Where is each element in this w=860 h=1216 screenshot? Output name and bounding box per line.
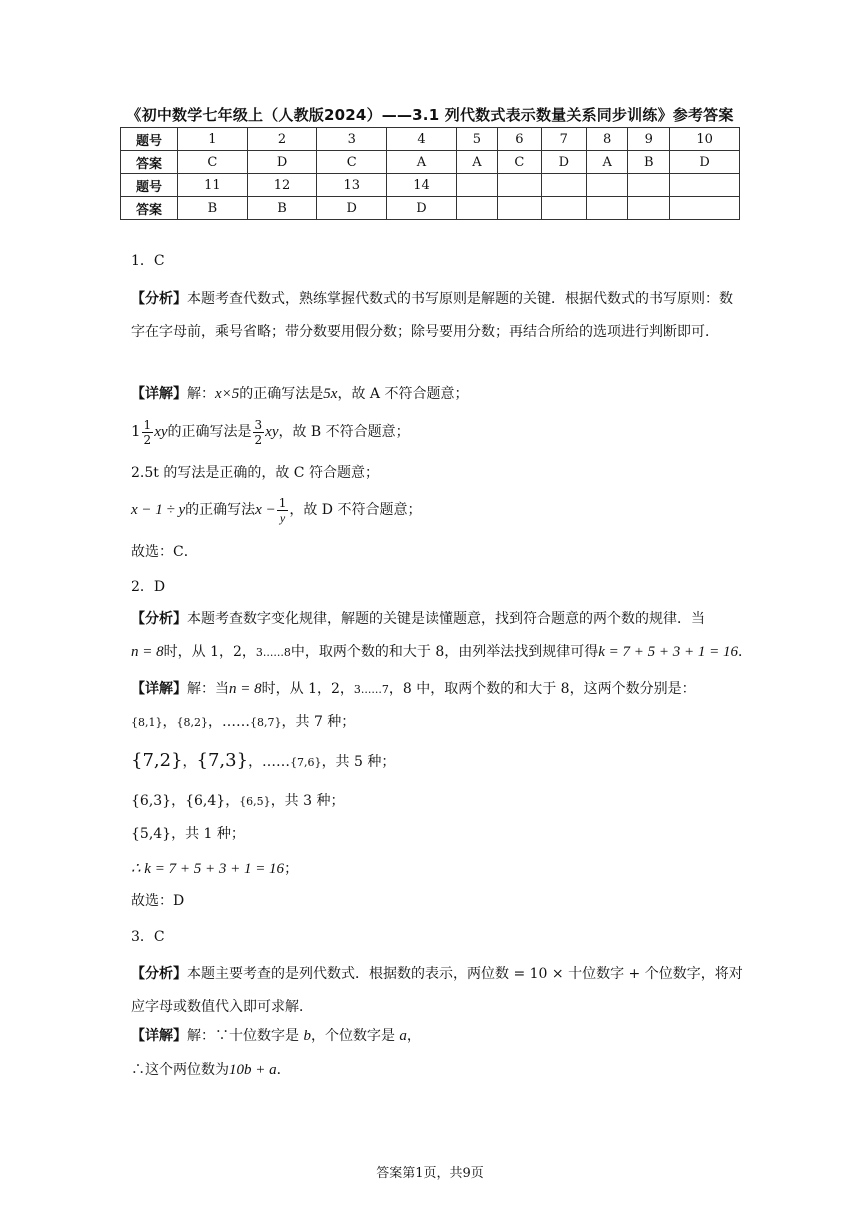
table-row-answers-2 <box>121 197 740 220</box>
text: ，共 7 种； <box>281 714 356 730</box>
table-cell <box>498 197 542 220</box>
table-row-questions-1 <box>121 128 740 151</box>
table-cell: 2 <box>247 128 317 151</box>
math-expr: 10b + a <box>229 1062 277 1078</box>
text: ，共 3 种； <box>270 793 345 809</box>
question-label: 题号 <box>121 174 178 197</box>
text: ，故 D 不符合题意； <box>289 502 422 518</box>
math-var: a <box>399 1028 407 1044</box>
math-set: {7,2} <box>131 750 183 771</box>
answer-label: 答案 <box>121 151 178 174</box>
table-cell: A <box>387 151 457 174</box>
table-cell <box>498 174 542 197</box>
table-cell: 1 <box>178 128 248 151</box>
q1-detail-c: 2.5t 的写法是正确的，故 C 符合题意； <box>131 465 379 481</box>
table-cell: C <box>317 151 387 174</box>
math-set: {8,7} <box>250 716 282 729</box>
text: 的正确写法是 <box>167 424 252 440</box>
math-expr: x×5 <box>215 386 240 402</box>
question-label: 题号 <box>121 128 178 151</box>
q2-set-line-4 <box>131 824 245 844</box>
text: ； <box>284 861 299 877</box>
math-var: b <box>303 1028 311 1044</box>
math-expr: 5x <box>323 386 338 402</box>
text: 时，从 1，2， <box>163 644 256 660</box>
table-cell: D <box>541 151 586 174</box>
text: ∴这个两位数为 <box>131 1062 229 1078</box>
table-cell: D <box>247 151 317 174</box>
text: 时，从 1，2， <box>261 681 354 697</box>
table-cell <box>587 197 628 220</box>
answer-label: 答案 <box>121 197 178 220</box>
math-expr: n = 8 <box>229 681 262 697</box>
math-whole: 1 <box>131 422 141 440</box>
detail-tag: 【详解】 <box>131 386 187 402</box>
table-cell: D <box>670 151 740 174</box>
table-cell <box>670 174 740 197</box>
math-expr: 3......7 <box>353 683 389 696</box>
table-cell: 8 <box>587 128 628 151</box>
text: 解：∵十位数字是 <box>187 1028 304 1044</box>
text: ，故 A 不符合题意； <box>337 386 469 402</box>
table-cell <box>541 174 586 197</box>
q2-sum-line <box>131 859 298 879</box>
table-cell: C <box>178 151 248 174</box>
text: ，8 中，取两个数的和大于 8，这两个数分别是： <box>388 681 696 697</box>
table-cell: D <box>317 197 387 220</box>
table-cell: B <box>628 151 670 174</box>
math-fraction <box>253 418 265 447</box>
table-cell <box>628 174 670 197</box>
math-set: {8,2} <box>176 716 208 729</box>
table-cell <box>541 197 586 220</box>
page-title: 《初中数学七年级上（人教版2024）——3.1 列代数式表示数量关系同步训练》参考答案 <box>126 106 734 124</box>
q3-heading: 3．C <box>131 929 165 945</box>
table-cell <box>456 197 497 220</box>
table-cell <box>670 197 740 220</box>
math-expr: x − <box>255 502 276 518</box>
table-cell: 6 <box>498 128 542 151</box>
table-cell: A <box>587 151 628 174</box>
math-set: {7,6} <box>290 756 322 769</box>
math-expr: xy <box>154 424 168 440</box>
math-set: {8,1} <box>131 716 163 729</box>
math-fraction <box>277 496 289 525</box>
table-row-questions-2 <box>121 174 740 197</box>
table-cell: 10 <box>670 128 740 151</box>
text: ． <box>276 1062 291 1078</box>
numerator: 1 <box>278 495 287 510</box>
math-expr: n = 8 <box>131 644 164 660</box>
math-expr: 3......8 <box>255 646 291 659</box>
q1-detail-d <box>131 494 421 526</box>
q2-conclusion: 故选：D <box>131 893 185 909</box>
table-cell: B <box>247 197 317 220</box>
answer-table <box>120 127 740 220</box>
math-set: {6,5} <box>239 795 271 808</box>
q3-analysis <box>131 958 743 1024</box>
table-cell <box>587 174 628 197</box>
q1-conclusion: 故选：C． <box>131 544 198 560</box>
detail-tag: 【详解】 <box>131 681 187 697</box>
text: 本题考查数字变化规律，解题的关键是读懂题意，找到符合题意的两个数的规律．当 <box>187 611 705 627</box>
table-cell <box>628 197 670 220</box>
math-set: {6,4} <box>185 793 226 809</box>
table-cell <box>456 174 497 197</box>
table-cell: 12 <box>247 174 317 197</box>
math-expr: x − 1 ÷ y <box>131 502 186 518</box>
numerator: 3 <box>254 417 263 432</box>
q1-detail-b <box>131 416 410 447</box>
table-cell: 5 <box>456 128 497 151</box>
math-expr: xy <box>265 424 279 440</box>
denominator: y <box>279 510 286 525</box>
denominator: 2 <box>254 432 263 447</box>
text: ，故 B 不符合题意； <box>278 424 410 440</box>
q2-set-line-3: {6,3}，{6,4}，{6,5}，共 3 种； <box>131 793 345 809</box>
table-cell: 13 <box>317 174 387 197</box>
q1-heading: 1．C <box>131 253 165 269</box>
table-cell: 7 <box>541 128 586 151</box>
numerator: 1 <box>143 417 152 432</box>
analysis-text: 本题考查代数式，熟练掌握代数式的书写原则是解题的关键．根据代数式的书写原则：数字在字母前，乘号省略；带分数要用假分数；除号要用分数；再结合所给的选项进行判断即可． <box>131 291 733 340</box>
q2-set-line-1: {8,1}，{8,2}，……{8,7}，共 7 种； <box>131 714 356 730</box>
text: ． <box>738 644 753 660</box>
table-cell: A <box>456 151 497 174</box>
q1-detail-a <box>131 384 468 404</box>
math-set: {7,3} <box>196 750 249 771</box>
q1-analysis <box>131 283 743 349</box>
text: 解： <box>187 386 215 402</box>
q2-heading: 2．D <box>131 579 166 595</box>
text: ，共 5 种； <box>321 754 396 770</box>
q3-result <box>131 1060 291 1080</box>
q3-detail <box>131 1026 421 1046</box>
analysis-tag: 【分析】 <box>131 611 187 627</box>
table-cell: C <box>498 151 542 174</box>
text: 的正确写法 <box>185 502 256 518</box>
q2-detail <box>131 679 696 700</box>
text: ，共 1 种； <box>171 826 245 842</box>
text: 中，取两个数的和大于 8，由列举法找到规律可得 <box>290 644 599 660</box>
table-cell: 3 <box>317 128 387 151</box>
math-set: {6,3} <box>131 793 172 809</box>
text: ， <box>406 1028 421 1044</box>
table-row-answers-1 <box>121 151 740 174</box>
text: ，个位数字是 <box>310 1028 400 1044</box>
q2-analysis-2 <box>131 642 752 663</box>
table-cell: 14 <box>387 174 457 197</box>
math-fraction <box>142 418 154 447</box>
denominator: 2 <box>143 432 152 447</box>
math-expr: k = 7 + 5 + 3 + 1 = 16 <box>598 644 739 660</box>
table-cell: D <box>387 197 457 220</box>
table-cell: 4 <box>387 128 457 151</box>
table-cell: 9 <box>628 128 670 151</box>
detail-tag: 【详解】 <box>131 1028 187 1044</box>
analysis-text: 本题主要考查的是列代数式．根据数的表示，两位数 = 10 × 十位数字 + 个位数字，将对应字母或数值代入即可求解． <box>131 966 743 1015</box>
text: 解：当 <box>187 681 229 697</box>
analysis-tag: 【分析】 <box>131 966 187 982</box>
q2-analysis-1 <box>131 609 705 629</box>
page-footer: 答案第1页，共9页 <box>376 1166 484 1181</box>
q2-set-line-2: {7,2}，{7,3}，……{7,6}，共 5 种； <box>131 750 396 771</box>
table-cell: B <box>178 197 248 220</box>
table-cell: 11 <box>178 174 248 197</box>
text: 的正确写法是 <box>239 386 324 402</box>
math-expr: ∴ k = 7 + 5 + 3 + 1 = 16 <box>131 861 285 877</box>
math-set: {5,4} <box>131 826 172 842</box>
analysis-tag: 【分析】 <box>131 291 187 307</box>
